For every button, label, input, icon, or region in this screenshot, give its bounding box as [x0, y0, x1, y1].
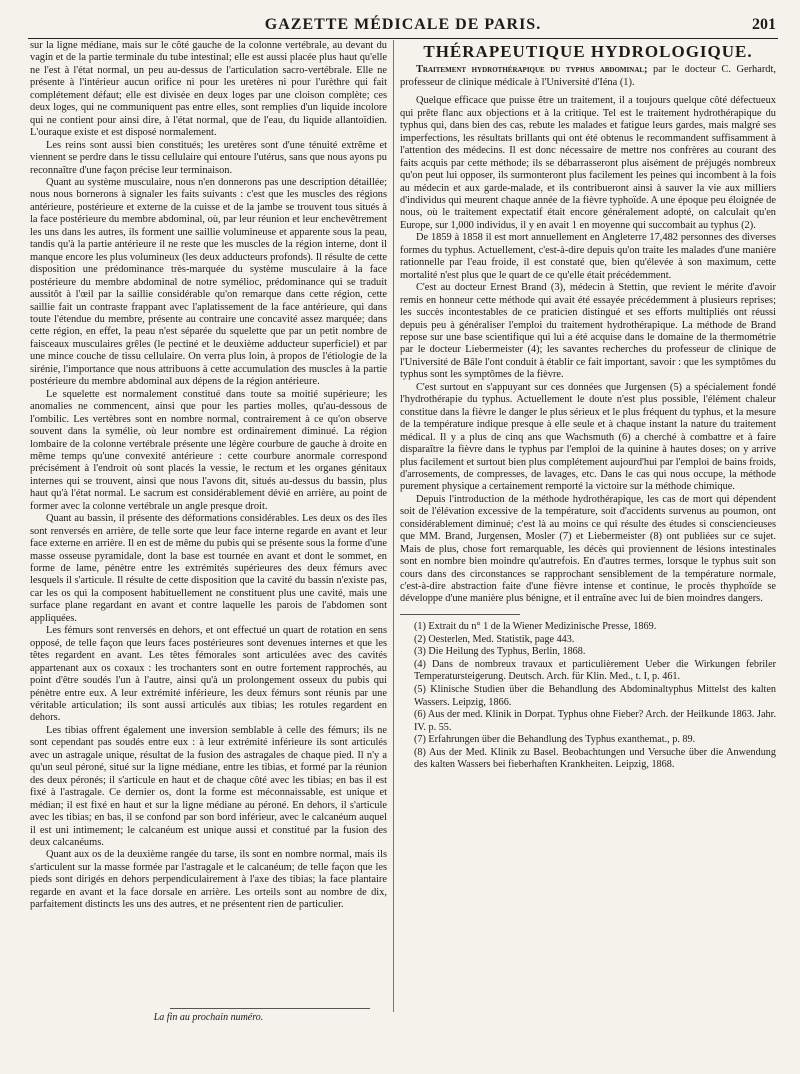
footnote: (5) Klinische Studien über die Behandlung des Abdominaltyphus Mittelst des kalten Wassers. Leipzig, 1866. — [414, 683, 776, 708]
article-heading — [400, 64, 776, 89]
paragraph: sur la ligne médiane, mais sur le côté gauche de la colonne vertébrale, au devant du vagin et de la partie terminale du tube intestinal; elle est aussi placée plus haut qu'elle ne l'est à l'état normal, un peu au-dessus de l'articulation sacro-vertébrale. Elle ne présente à l'intérieur aucun orifice ni pour les uretères ni pour l'urèthre qui fait complétement défaut; elle est divisée en deux loges par une cloison complète; ces deux loges, qui ne communiquent pas entre elles, sont remplies d'un liquide incolore qui ne contient pour ainsi dire, à l'état normal, que de l'eau, du liquide allantoïdien. L'ouraque existe et est disposé normalement. — [30, 40, 387, 139]
page-number: 201 — [752, 16, 776, 33]
footnote: (1) Extrait du n° 1 de la Wiener Medizinische Presse, 1869. — [414, 620, 657, 632]
right-column — [400, 40, 776, 772]
column-divider — [393, 40, 394, 1012]
footnote: (8) Aus der Med. Klinik zu Basel. Beobachtungen und Versuche über die Anwendung des kalten Wassers bei fieberhaften Krankheiten. Leipzig, 1868. — [414, 746, 776, 771]
article-byline: par le docteur C. Gerhardt, professeur de clinique médicale à l'Université d'Iéna (1). — [400, 64, 776, 88]
page-header — [28, 12, 778, 39]
continuation-note: La fin au prochain numéro. — [153, 1012, 264, 1023]
paragraph: Quant au système musculaire, nous n'en donnerons pas une description détaillée; nous nous bornerons à signaler les faits suivants : c'est que les muscles des régions antérieure, postérieure et externe de la cuisse et de la jambe se trouvent tous situés à la face postérieure du membre abdominal, où, par leur réunion et leur enchevêtrement les uns dans les autres, ils forment une saillie volumineuse et apparente sous la peau, tandis qu'à la partie antérieure il ne reste que les muscles de la région interne, dont il manque encore les plus volumineux (les deux adducteurs profonds). Il résulte de cette disposition une prédominance très-marquée du système musculaire à la face postérieure du membre abdominal de notre syméliос, prédominance qui se traduit aussitôt à l'œil par la saillie considérable qu'on remarque dans cette région, cette saillie fait un contraste frappant avec l'aplatissement de la face antérieure, qui dans toute l'étendue du membre, présente au contraire une concavité assez marquée; dans cette région, en effet, la peau n'est séparée du squelette que par un petit nombre de faisceaux musculaires grêles (le pectiné et le deuxième adducteur superficiel) et par une mince couche de tissu cellulaire. On verra plus loin, à propos de l'étiologie de la sirénie, l'importance que nous attribuons à cette accumulation des muscles à la partie postérieure du membre abdominal aux dépens de la région antérieure. — [30, 176, 387, 388]
paragraph: Quant au bassin, il présente des déformations considérables. Les deux os des îles sont renversés en arrière, de telle sorte que leur face interne regarde en avant et leur face externe en arrière. Il en est de même du pubis qui se présente sous la forme d'une masse osseuse pyramidale, dont la base est tournée en avant et dont le sommet, en forme de lame, pénètre entre les extrémités supérieures des deux fémurs avec lesquels il s'articule. Il résulte de cette disposition que la cavité du bassin n'existe pas, car les os qui la composent habituellement ne constituent plus une cavité, mais une surface plane regardant en avant et contre laquelle les parois de l'abdomen sont appliquées. — [30, 513, 387, 624]
footnote: (3) Die Heilung des Typhus, Berlin, 1868. — [414, 646, 586, 658]
paragraph: C'est surtout en s'appuyant sur ces données que Jurgensen (5) a spécialement fondé l'hydrothérapie du typhus. Actuellement le doute n'est plus possible, l'élément chaleur constitue dans la fièvre le danger le plus sérieux et le plus fréquent du typhus, et la mesure de la température indique presque à elle seule et à chaque instant la nature du traitement médical. Il y a plus de cinq ans que Wachsmuth (6) a cherché à combattre et à faire disparaître la fièvre dans le typhus par l'emploi de la quinine à hautes doses; on y arrive plus facilement et surtout bien plus complétement aujourd'hui par l'emploi de bains froids, d'arrosements, de compresses, de lavages, etc. Dans le cas qui nous occupe, la méthode purement physique a certainement remporté la victoire sur la méthode chimique. — [400, 381, 776, 493]
paragraph: Les tibias offrent également une inversion semblable à celle des fémurs; ils ne sont cependant pas soudés entre eux : à leur extrémité inférieure ils sont articulés avec un astragale unique, résultat de la fusion des astragales de chaque pied. Il n'y a qu'un seul péroné, situé sur la ligne médiane, entre les tibias, et formé par la réunion des deux péronés; il s'articule en haut et de chaque côté avec les tibias; en bas il est fixé à l'astragale. Ce dernier os, dont la forme est méconnaissable, est unique et médian; il est fixé en haut et sur la ligne médiane au péroné. En dehors, il s'articule avec les tibias; en bas, il se confond par son bord inférieur, avec le calcanéum auquel il est uni intimement; le calcanéum est unique aussi et constitué par la fusion des deux calcanéums. — [30, 724, 387, 848]
paragraph: Quelque efficace que puisse être un traitement, il a toujours quelque côté défectueux qui prête flanc aux objections et à la critique. Tel est le traitement hydrothérapique du typhus qui, dans bien des cas, rebute les malades et fatigue leurs gardes, mais malgré ses imperfections, les résultats brillants qui ont été obtenus le recommandent suffisamment à l'attention des médecins. Il est donc nécessaire de mettre nos confrères au courant des faits acquis par cette méthode; ils se débarrasseront plus aisément de préjugés nombreux qu'on peut lui opposer, ils surmonteront plus facilement les peines qui incombent à la fois au médecin et aux garde-malade, et ils contribueront ainsi à sauver la vie aux milliers d'individus qui meurent chaque année de la fièvre typhoïde. A une époque peu éloignée de nous, où le traitement expectatif était encore généralement adopté, on calculait qu'en Europe, sur 1,000 individus, il y en avait 1 en moyenne qui succombait au typhus (2). — [400, 95, 776, 231]
footnote-rule — [400, 614, 520, 615]
paragraph: Quant aux os de la deuxième rangée du tarse, ils sont en nombre normal, mais ils s'articulent sur la masse formée par l'astragale et le calcanéum; de telle façon que les pieds sont dirigés en dehors perpendiculairement à l'axe des tibias; la face plantaire regarde en avant et la face dorsale en arrière. Les orteils sont au nombre de dix, parfaitement distincts les uns des autres, et ne présentent rien de particulier. — [30, 849, 387, 911]
journal-title: GAZETTE MÉDICALE DE PARIS. — [264, 16, 542, 33]
left-column — [30, 40, 387, 912]
footnote: (2) Oesterlen, Med. Statistik, page 443. — [414, 633, 575, 645]
paragraph: Les fémurs sont renversés en dehors, et ont effectué un quart de rotation en sens opposé, de telle façon que leurs faces postérieures sont devenues internes et que les têtes regardent en avant. Les têtes fémorales sont articulées avec des cavités appartenant aux os coxaux : les trochanters sont en outre fortement rapprochés, au point d'être soudés l'un à l'autre, ainsi qu'à un prolongement osseux du pubis qui pénètre entre eux. A leur extrémité inférieure, les deux fémurs sont réunis par une véritable articulation; ils sont aussi articulés aux tibias; les rotules regardent en dehors. — [30, 625, 387, 724]
footnote: (4) Dans de nombreux travaux et particulièrement Ueber die Wirkungen febriler Temperatursteigerung. Deutsch. Arch. für Klin. Med., t. I, p. 461. — [414, 658, 776, 683]
footnote: (7) Erfahrungen über die Behandlung des Typhus exanthemat., p. 89. — [414, 734, 696, 746]
paragraph: De 1859 à 1858 il est mort annuellement en Angleterre 17,482 personnes des diverses formes du typhus. Actuellement, c'est-à-dire depuis qu'on traite les malades d'une manière rationnelle par l'eau froide, il est constaté que, bien qu'élevée à son maximum, cette mortalité n'est plus que le quart de ce qu'elle était précédemment. — [400, 232, 776, 281]
section-title: THÉRAPEUTIQUE HYDROLOGIQUE. — [423, 42, 753, 61]
end-rule — [170, 1008, 370, 1009]
paragraph: Depuis l'introduction de la méthode hydrothérapique, les cas de mort qui dépendent soit de l'élévation excessive de la température, soit d'accidents survenus au poumon, ont considérablement diminué; c'est là au moins ce qui résulte des études si consciencieuses que MM. Brand, Jurgensen, Mosler (7) et Liebermeister (8) ont publiées sur ce sujet. Mais de plus, chose fort remarquable, les décès qui proviennent de lésions intestinales sont en nombre bien moindre qu'autrefois. En d'autres termes, lorsque le typhus suit son cours dans des circonstances se rapprochant sensiblement de la température normale, c'est-à-dire abstraction faite d'une fièvre intense et continue, le procès thyphoïde se développe d'une manière plus bénigne, et il entraîne avec lui de bien moindres dangers. — [400, 493, 776, 605]
footnote: (6) Aus der med. Klinik in Dorpat. Typhus ohne Fieber? Arch. der Heilkunde 1863. Jahr. IV. p. 55. — [414, 709, 776, 733]
article-title: Traitement hydrothérapique du typhus abdominal; — [416, 64, 648, 76]
paragraph: C'est au docteur Ernest Brand (3), médecin à Stettin, que revient le mérite d'avoir remis en honneur cette méthode qui avait été essayée précédemment à plusieurs reprises; les succès incontestables de ce praticien distingué et ses efforts multipliés ont réussi depuis peu à généraliser l'emploi du traitement hydrothérapique. La méthode de Brand repose sur une base scientifique qui lui a été acquise dans le domaine de la thermométrie par le docteur Liebermeister (4); les savantes recherches du professeur de clinique de l'Université de Bâle l'ont conduit à établir ce fait important, savoir : que les symptômes du typhus sont les symptômes de la fièvre. — [400, 282, 776, 381]
paragraph: Le squelette est normalement constitué dans toute sa moitié supérieure; les anomalies ne commencent, ainsi que pour les parties molles, qu'au-dessous de l'ombilic. Les vertèbres sont en nombre normal, contrairement à ce qu'on observe souvent dans la symélie, où leur nombre est ordinairement diminué. La région lombaire de la colonne vertébrale présente une légère courbure de gauche à droite en même temps qu'une convexité antérieure : cette courbure anormale correspond précisément à l'endroit où sont placés la vessie, le rectum et les organes génitaux internes qui se trouvent, ainsi que nous l'avons dit, situés au-dessus du bassin, plus haut qu'à l'état normal. Le sacrum est considérablement dévié en arrière, au point de former avec la colonne vertébrale un angle presque droit. — [30, 388, 387, 512]
paragraph: Les reins sont aussi bien constitués; les uretères sont d'une ténuité extrême et viennent se perdre dans le tissu cellulaire qui entoure l'utérus, sans que nous ayons pu reconnaître d'une façon précise leur terminaison. — [30, 139, 387, 176]
